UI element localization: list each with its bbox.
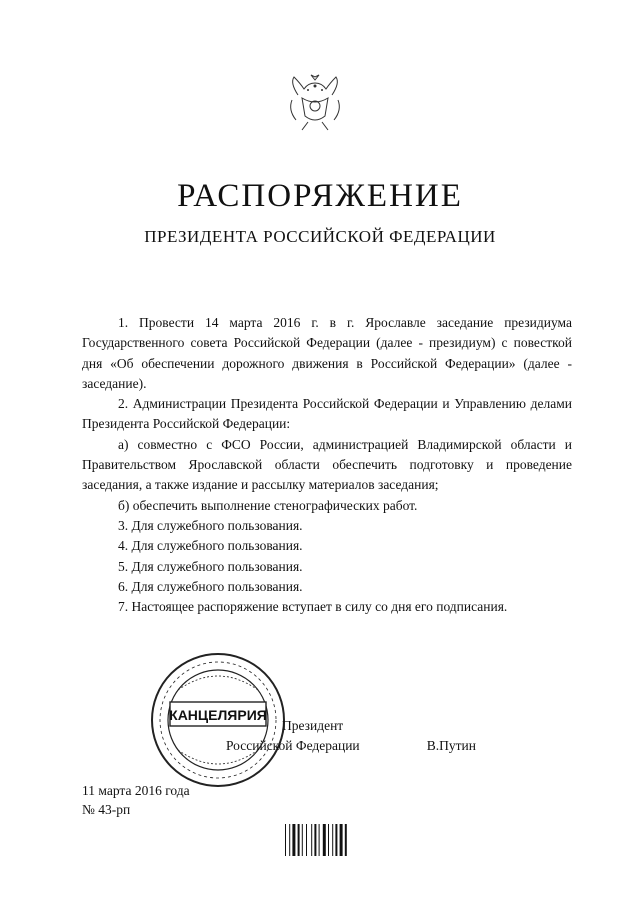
barcode-bar — [298, 824, 300, 856]
signatory-title: Президент — [282, 718, 344, 733]
barcode-bar — [332, 824, 333, 856]
barcode-bar — [311, 824, 312, 856]
barcode-bar — [323, 824, 326, 856]
barcode-bar — [302, 824, 303, 856]
document-number: № 43-рп — [82, 802, 131, 817]
paragraph-3: 3. Для служебного пользования. — [118, 517, 303, 533]
paragraph-6: 6. Для служебного пользования. — [118, 578, 303, 594]
barcode-bar — [306, 824, 307, 856]
paragraph-5: 5. Для служебного пользования. — [118, 558, 303, 574]
paragraph-1: 1. Провести 14 марта 2016 г. в г. Ярославле заседание президиума Государственного совета Российской Федерации (далее - президиум) с повесткой дня «Об обеспечении дорожного движения в Российской Федерации» (далее - заседание). — [82, 315, 572, 391]
paragraph-4: 4. Для служебного пользования. — [118, 538, 303, 554]
barcode — [283, 820, 361, 860]
document-subtitle: ПРЕЗИДЕНТА РОССИЙСКОЙ ФЕДЕРАЦИИ — [144, 227, 496, 246]
signature-block — [226, 716, 526, 756]
signatory-name: В.Путин — [426, 738, 476, 753]
paragraph-7: 7. Настоящее распоряжение вступает в силу со дня его подписания. — [118, 599, 508, 615]
barcode-bar — [335, 824, 337, 856]
barcode-bar — [328, 824, 329, 856]
stamp-label: КАНЦЕЛЯРИЯ — [169, 707, 267, 723]
paragraph-2: 2. Администрации Президента Российской Федерации и Управлению делами Президента Российской Федерации: — [82, 396, 572, 432]
paragraph-2b: б) обеспечить выполнение стенографических работ. — [118, 497, 418, 513]
barcode-bar — [292, 824, 295, 856]
signatory-organization: Российской Федерации — [226, 738, 360, 753]
barcode-bar — [319, 824, 320, 856]
barcode-bar — [340, 824, 343, 856]
document-body — [82, 313, 572, 617]
barcode-bar — [345, 824, 347, 856]
coat-of-arms-emblem — [280, 70, 350, 140]
document-date: 11 марта 2016 года — [82, 783, 190, 798]
signatory-line — [226, 736, 476, 756]
barcode-bar — [289, 824, 290, 856]
barcode-bar — [285, 824, 286, 856]
document-title: РАСПОРЯЖЕНИЕ — [177, 178, 463, 214]
paragraph-2a: а) совместно с ФСО России, администрацией Владимирской области и Правительством Ярославской области обеспечить подготовку и проведение заседания, а также издание и рассылку материалов заседания; — [82, 436, 572, 493]
barcode-bar — [314, 824, 316, 856]
